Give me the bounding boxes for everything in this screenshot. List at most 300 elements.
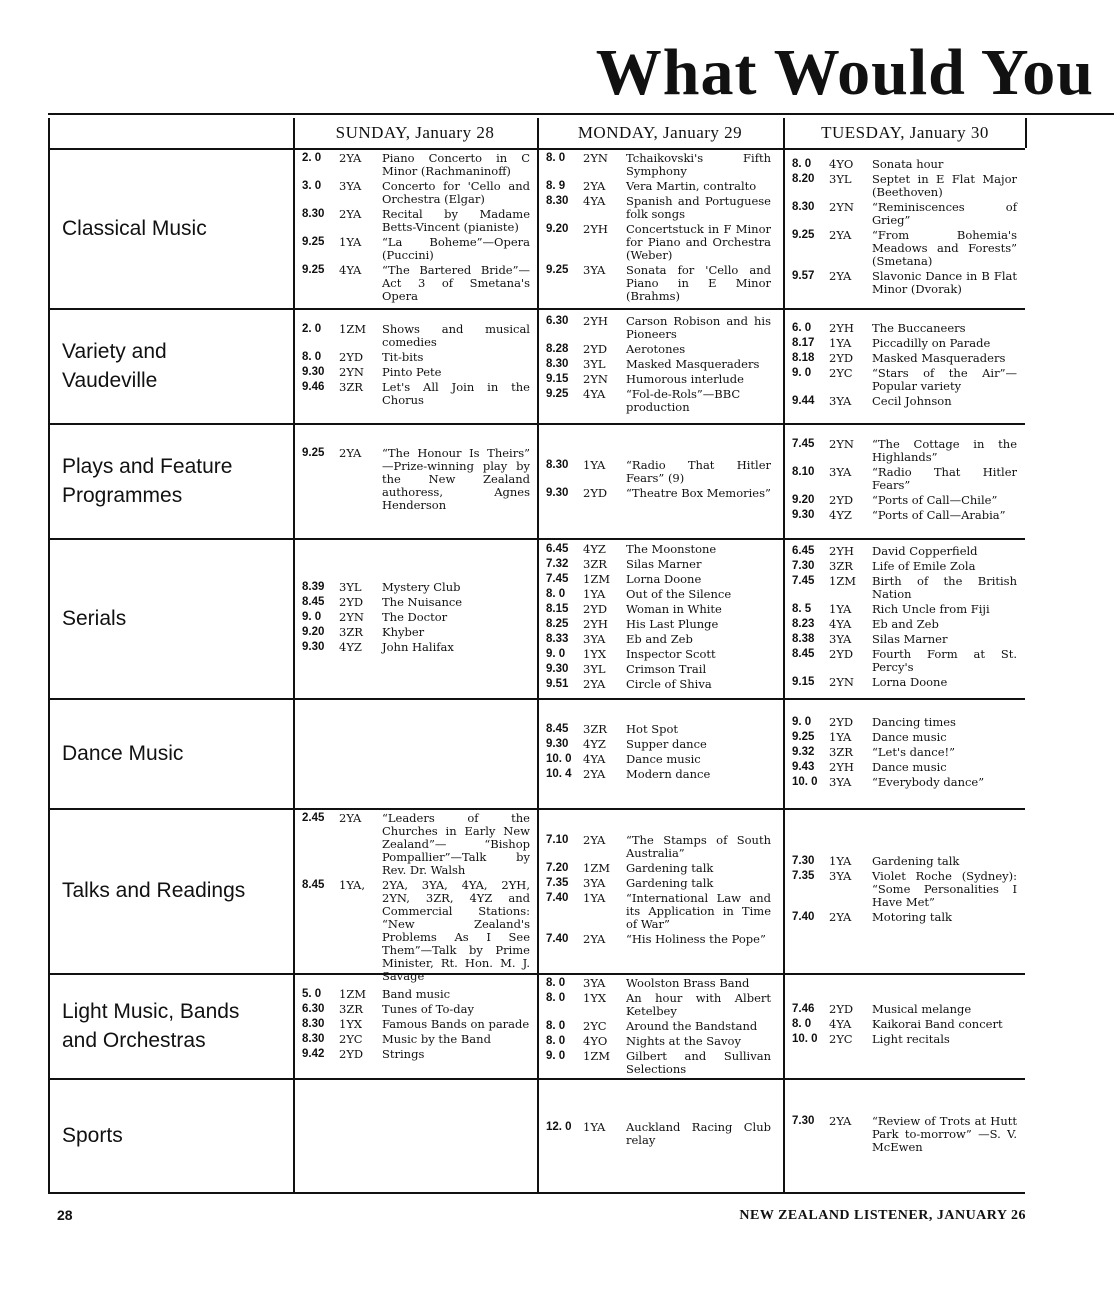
category-label <box>62 604 126 633</box>
programme-station: 1YA <box>829 854 852 868</box>
page-title: What Would You <box>595 36 1094 109</box>
programme-title: Gilbert and Sullivan Selections <box>626 1049 771 1076</box>
programme-station: 1YA <box>829 729 852 744</box>
programme-station: 4YA <box>583 194 606 208</box>
programme-time: 8.33 <box>546 633 569 645</box>
programme-title: Tit-bits <box>382 349 424 364</box>
programme-entry <box>546 264 771 303</box>
programme-entry <box>792 746 1017 759</box>
programme-entry <box>302 879 530 983</box>
programme-station: 2YD <box>829 492 854 507</box>
programme-entry <box>302 1048 530 1061</box>
programme-station: 2YD <box>339 594 364 609</box>
programme-station: 1YA <box>583 587 606 601</box>
programme-station: 2YD <box>339 349 364 364</box>
programme-title: Sonata hour <box>872 157 944 171</box>
programme-time: 7.35 <box>546 876 569 889</box>
programme-station: 2YN <box>829 675 854 689</box>
programme-time: 9.20 <box>792 493 815 506</box>
programme-time: 9.30 <box>302 640 325 653</box>
programme-title: Concertstuck in F Minor for Piano and Orchestra (Weber) <box>626 222 771 262</box>
programme-entry <box>792 761 1017 774</box>
row-rule <box>50 538 1025 540</box>
programme-title: Band music <box>382 987 451 1001</box>
programme-title: The Doctor <box>382 609 448 624</box>
programme-entry <box>792 322 1017 335</box>
programme-station: 2YC <box>339 1032 363 1046</box>
programme-title: Hot Spot <box>626 722 679 736</box>
programme-station: 2YH <box>829 320 854 335</box>
programme-entry <box>302 366 530 379</box>
programme-station: 3YL <box>583 357 606 371</box>
programme-entry <box>792 870 1017 909</box>
programme-title: “Radio That Hitler Fears” (9) <box>626 458 771 485</box>
programme-time: 9.30 <box>792 508 815 521</box>
programme-station: 4YZ <box>583 737 606 751</box>
schedule-cell-mon <box>546 1121 771 1149</box>
programme-title: Circle of Shiva <box>626 677 712 691</box>
programme-entry <box>546 315 771 341</box>
programme-time: 8. 0 <box>792 158 812 170</box>
programme-title: Piano Concerto in C Minor (Rachmaninoff) <box>382 151 530 178</box>
programme-entry <box>546 663 771 676</box>
row-rule <box>50 698 1025 700</box>
programme-entry <box>546 459 771 485</box>
programme-station: 1ZM <box>339 987 367 1001</box>
programme-entry <box>302 208 530 234</box>
programme-station: 1ZM <box>829 574 857 588</box>
programme-title: The Moonstone <box>626 542 717 556</box>
programme-station: 4YZ <box>829 507 852 522</box>
category-label-line: Variety and <box>62 339 167 363</box>
programme-station: 3YA <box>583 632 606 646</box>
programme-station: 2YN <box>829 436 854 451</box>
programme-time: 7.45 <box>546 573 569 585</box>
row-rule <box>50 423 1025 425</box>
programme-station: 3YL <box>583 662 606 676</box>
programme-time: 9.20 <box>546 223 569 235</box>
schedule-cell-mon <box>546 834 771 948</box>
programme-time: 2.45 <box>302 812 325 824</box>
programme-time: 8.30 <box>302 1033 325 1045</box>
category-label <box>62 337 167 395</box>
programme-time: 12. 0 <box>546 1121 572 1133</box>
programme-entry <box>302 381 530 407</box>
programme-entry <box>546 487 771 500</box>
programme-station: 2YD <box>829 647 854 661</box>
programme-entry <box>302 351 530 364</box>
programme-time: 8.45 <box>546 723 569 735</box>
programme-station: 4YA <box>829 1017 852 1031</box>
programme-entry <box>546 648 771 661</box>
programme-station: 2YA <box>583 767 606 781</box>
schedule-cell-tue <box>792 1115 1017 1156</box>
programme-entry <box>546 723 771 736</box>
programme-title: “Fol-de-Rols”—BBC production <box>626 387 741 414</box>
programme-time: 7.45 <box>792 437 815 450</box>
programme-title: Lorna Doone <box>626 572 702 586</box>
programme-title: “Theatre Box Memories” <box>626 486 771 500</box>
programme-title: Gardening talk <box>872 854 960 868</box>
programme-time: 7.35 <box>792 870 815 882</box>
programme-entry <box>546 633 771 646</box>
programme-station: 4YA <box>583 387 606 401</box>
programme-time: 7.46 <box>792 1003 815 1015</box>
programme-entry <box>792 270 1017 296</box>
programme-entry <box>302 641 530 654</box>
programme-title: Slavonic Dance in B Flat Minor (Dvorak) <box>872 269 1017 296</box>
programme-time: 8.23 <box>792 618 815 630</box>
programme-title: Light recitals <box>872 1032 950 1046</box>
programme-station: 2YN <box>339 364 364 379</box>
programme-station: 2YC <box>829 1032 853 1046</box>
programme-time: 8. 5 <box>792 603 812 615</box>
programme-entry <box>546 388 771 414</box>
programme-station: 3ZR <box>339 1002 363 1016</box>
programme-entry <box>546 223 771 262</box>
programme-entry <box>546 1020 771 1033</box>
programme-entry <box>546 195 771 221</box>
programme-station: 2YA <box>583 931 606 946</box>
programme-entry <box>302 1033 530 1046</box>
programme-station: 3YA <box>583 976 606 990</box>
programme-title: Musical melange <box>872 1002 972 1016</box>
programme-time: 9.15 <box>792 676 815 688</box>
programme-entry <box>792 1033 1017 1046</box>
programme-entry <box>302 323 530 349</box>
programme-station: 2YH <box>583 222 608 236</box>
programme-title: “Let's dance!” <box>872 744 956 759</box>
schedule-grid <box>48 118 1025 1194</box>
programme-time: 8.38 <box>792 633 815 645</box>
programme-entry <box>792 1018 1017 1031</box>
programme-title: Rich Uncle from Fiji <box>872 602 990 616</box>
programme-entry <box>546 977 771 990</box>
programme-time: 6.30 <box>546 315 569 327</box>
programme-station: 3ZR <box>583 722 607 736</box>
programme-title: Motoring talk <box>872 910 952 924</box>
programme-title: Woolston Brass Band <box>626 976 750 990</box>
programme-time: 7.45 <box>792 575 815 587</box>
programme-time: 9.30 <box>546 738 569 750</box>
programme-station: 1YA <box>583 890 606 905</box>
programme-time: 10. 0 <box>546 753 572 765</box>
column-rule <box>783 118 785 1192</box>
programme-entry <box>546 358 771 371</box>
publication-line: NEW ZEALAND LISTENER, JANUARY 26 <box>739 1208 1026 1223</box>
programme-title: Dance music <box>872 759 947 774</box>
programme-station: 2YC <box>583 1019 607 1033</box>
programme-title: Concerto for 'Cello and Orchestra (Elgar) <box>382 179 530 206</box>
programme-time: 8. 0 <box>546 1020 566 1032</box>
programme-time: 8.45 <box>792 648 815 660</box>
programme-title: Modern dance <box>626 767 711 781</box>
programme-entry <box>546 573 771 586</box>
schedule-cell-tue <box>792 158 1017 298</box>
programme-entry <box>546 1050 771 1076</box>
programme-title: The Buccaneers <box>872 320 966 335</box>
programme-time: 5. 0 <box>302 988 322 1000</box>
programme-time: 9.25 <box>792 730 815 743</box>
programme-time: 6.45 <box>792 545 815 557</box>
programme-station: 3ZR <box>583 557 607 571</box>
programme-station: 2YH <box>829 544 854 558</box>
category-label-line: and Orchestras <box>62 1028 206 1052</box>
programme-title: Around the Bandstand <box>626 1019 758 1033</box>
programme-station: 2YA <box>583 179 606 193</box>
schedule-cell-sun <box>302 988 530 1063</box>
programme-time: 8.17 <box>792 336 815 349</box>
programme-station: 2YA <box>829 269 852 283</box>
programme-title: Khyber <box>382 624 425 639</box>
programme-station: 3ZR <box>829 559 853 573</box>
programme-title: John Halifax <box>382 639 454 654</box>
programme-title: Cecil Johnson <box>872 393 952 408</box>
programme-entry <box>792 855 1017 868</box>
programme-time: 9.30 <box>546 487 569 499</box>
programme-station: 1ZM <box>583 860 611 875</box>
programme-entry <box>792 716 1017 729</box>
programme-station: 2YA <box>339 446 362 460</box>
programme-entry <box>302 596 530 609</box>
programme-entry <box>546 180 771 193</box>
programme-entry <box>792 911 1017 924</box>
programme-entry <box>302 236 530 262</box>
programme-time: 9.25 <box>302 447 325 459</box>
day-header-monday: MONDAY, January 29 <box>577 123 743 142</box>
programme-time: 9.57 <box>792 270 815 282</box>
programme-entry <box>546 933 771 946</box>
programme-entry <box>792 395 1017 408</box>
programme-time: 8.45 <box>302 879 325 891</box>
programme-time: 7.40 <box>546 891 569 904</box>
programme-station: 2YH <box>583 314 608 328</box>
programme-time: 3. 0 <box>302 180 322 192</box>
programme-entry <box>792 776 1017 789</box>
programme-entry <box>302 152 530 178</box>
programme-time: 6.30 <box>302 1003 325 1015</box>
programme-title: Kaikorai Band concert <box>872 1017 1003 1031</box>
programme-time: 8. 0 <box>792 1018 812 1030</box>
programme-title: “Everybody dance” <box>872 774 985 789</box>
programme-title: Recital by Madame Betts-Vincent (pianiste) <box>382 207 530 234</box>
programme-title: Gardening talk <box>626 875 714 890</box>
programme-station: 1ZM <box>583 1049 611 1063</box>
programme-station: 2YD <box>829 714 854 729</box>
programme-time: 9.43 <box>792 760 815 773</box>
programme-entry <box>546 618 771 631</box>
programme-station: 4YA <box>829 617 852 631</box>
programme-station: 3YA <box>829 464 852 479</box>
programme-time: 9. 0 <box>792 366 812 379</box>
programme-time: 7.40 <box>546 932 569 945</box>
programme-title: Masked Masqueraders <box>626 357 760 371</box>
schedule-cell-sun <box>302 447 530 514</box>
programme-station: 1YA <box>829 602 852 616</box>
programme-station: 3ZR <box>339 379 363 394</box>
programme-time: 8.18 <box>792 351 815 364</box>
category-label-line: Vaudeville <box>62 368 158 392</box>
programme-entry <box>792 173 1017 199</box>
programme-station: 2YN <box>829 200 854 214</box>
programme-station: 2YA <box>583 677 606 691</box>
programme-entry <box>546 678 771 691</box>
programme-entry <box>302 611 530 624</box>
programme-station: 2YD <box>339 1047 364 1061</box>
category-label-line: Programmes <box>62 483 183 507</box>
programme-station: 4YA <box>339 263 362 277</box>
programme-station: 1ZM <box>339 321 367 336</box>
programme-time: 8. 0 <box>546 992 566 1004</box>
programme-entry <box>792 731 1017 744</box>
schedule-cell-mon <box>546 723 771 783</box>
schedule-cell-tue <box>792 1003 1017 1048</box>
row-rule <box>50 148 1025 150</box>
programme-time: 8.30 <box>546 358 569 370</box>
programme-title: Birth of the British Nation <box>872 574 1017 601</box>
programme-station: 1ZM <box>583 572 611 586</box>
schedule-cell-sun <box>302 152 530 305</box>
programme-station: 2YA <box>829 910 852 924</box>
programme-station: 2YD <box>829 350 854 365</box>
programme-title: Carson Robison and his Pioneers <box>626 314 771 341</box>
programme-title: Supper dance <box>626 737 707 751</box>
programme-title: Eb and Zeb <box>626 632 693 646</box>
programme-time: 8.30 <box>302 208 325 220</box>
programme-entry <box>302 626 530 639</box>
programme-station: 4YZ <box>339 639 362 654</box>
programme-entry <box>792 352 1017 365</box>
programme-time: 7.30 <box>792 560 815 572</box>
programme-time: 9.25 <box>302 264 325 276</box>
programme-title: “From Bohemia's Meadows and Forests” (Smetana) <box>872 228 1017 268</box>
programme-station: 2YH <box>829 759 854 774</box>
programme-station: 3YA <box>829 869 852 883</box>
programme-time: 9.25 <box>546 264 569 276</box>
programme-station: 1YA <box>583 1120 606 1134</box>
programme-entry <box>546 1035 771 1048</box>
programme-entry <box>792 229 1017 268</box>
row-rule <box>50 1078 1025 1080</box>
programme-time: 8. 0 <box>302 350 322 363</box>
programme-title: Tchaikovski's Fifth Symphony <box>626 151 771 178</box>
programme-title: Fourth Form at St. Percy's <box>872 647 1017 674</box>
programme-entry <box>792 648 1017 674</box>
programme-station: 1YX <box>583 647 607 661</box>
programme-station: 1YA <box>339 235 362 249</box>
programme-title: Inspector Scott <box>626 647 716 661</box>
programme-station: 2YN <box>339 609 364 624</box>
programme-time: 9. 0 <box>302 610 322 623</box>
programme-title: Life of Emile Zola <box>872 559 976 573</box>
programme-title: Aerotones <box>626 342 686 356</box>
programme-entry <box>792 603 1017 616</box>
programme-title: “Review of Trots at Hutt Park to-morrow” —S. V. McEwen <box>872 1113 1017 1154</box>
programme-time: 9. 0 <box>546 1050 566 1062</box>
programme-title: The Nuisance <box>382 594 463 609</box>
category-label <box>62 876 245 905</box>
programme-entry <box>792 618 1017 631</box>
programme-title: David Copperfield <box>872 544 978 558</box>
programme-time: 9.25 <box>546 388 569 400</box>
programme-title: “International Law and its Application in Time of War” <box>626 890 771 931</box>
day-header-sunday: SUNDAY, January 28 <box>335 123 495 142</box>
programme-time: 8.30 <box>546 459 569 471</box>
programme-time: 9. 0 <box>546 648 566 660</box>
programme-station: 1YA <box>829 335 852 350</box>
programme-title: “Leaders of the Churches in Early New Zealand”— “Bishop Pompallier”—Talk by Rev. Dr. Walsh <box>382 811 530 877</box>
programme-time: 7.20 <box>546 861 569 874</box>
programme-entry <box>546 862 771 875</box>
row-rule <box>50 808 1025 810</box>
row-rule <box>50 308 1025 310</box>
programme-time: 8. 0 <box>546 588 566 600</box>
schedule-cell-tue <box>792 322 1017 410</box>
programme-station: 4YO <box>829 157 854 171</box>
programme-station: 3YL <box>339 579 362 594</box>
programme-time: 10. 0 <box>792 775 818 788</box>
programme-time: 9.32 <box>792 745 815 758</box>
programme-entry <box>546 877 771 890</box>
programme-title: Nights at the Savoy <box>626 1034 741 1048</box>
programme-entry <box>792 545 1017 558</box>
programme-station: 3YA <box>829 632 852 646</box>
category-label <box>62 452 232 510</box>
category-label-line: Classical Music <box>62 216 207 240</box>
programme-time: 9.25 <box>302 236 325 248</box>
programme-title: Tunes of To-day <box>382 1002 474 1016</box>
schedule-cell-mon <box>546 977 771 1078</box>
programme-title: Dancing times <box>872 714 956 729</box>
programme-time: 2. 0 <box>302 322 322 335</box>
programme-title: Dance music <box>872 729 947 744</box>
category-label <box>62 739 183 768</box>
programme-title: Pinto Pete <box>382 364 442 379</box>
programme-time: 8. 0 <box>546 152 566 164</box>
programme-time: 9.44 <box>792 394 815 407</box>
programme-title: Shows and musical comedies <box>382 321 530 349</box>
programme-entry <box>546 738 771 751</box>
programme-entry <box>546 588 771 601</box>
title-rule <box>48 113 1114 115</box>
category-label-line: Serials <box>62 606 127 630</box>
programme-station: 3YA <box>583 263 606 277</box>
programme-entry <box>546 152 771 178</box>
programme-entry <box>546 543 771 556</box>
schedule-cell-tue <box>792 855 1017 926</box>
programme-title: Humorous interlude <box>626 372 744 386</box>
schedule-cell-sun <box>302 812 530 985</box>
programme-title: “The Stamps of South Australia” <box>626 832 771 860</box>
programme-entry <box>302 812 530 877</box>
programme-time: 9.30 <box>546 663 569 675</box>
programme-station: 2YC <box>829 365 853 380</box>
programme-entry <box>792 509 1017 522</box>
programme-title: Septet in E Flat Major (Beethoven) <box>872 172 1017 199</box>
programme-entry <box>792 201 1017 227</box>
programme-station: 2YA <box>829 228 852 242</box>
programme-time: 6.45 <box>546 543 569 555</box>
programme-entry <box>302 581 530 594</box>
programme-station: 2YA <box>339 811 362 825</box>
programme-entry <box>302 180 530 206</box>
programme-time: 8.30 <box>302 1018 325 1030</box>
schedule-cell-sun <box>302 581 530 656</box>
schedule-cell-mon <box>546 459 771 502</box>
programme-title: Dance music <box>626 752 701 766</box>
programme-title: “Ports of Call—Arabia” <box>872 507 1006 522</box>
programme-time: 8.28 <box>546 343 569 355</box>
